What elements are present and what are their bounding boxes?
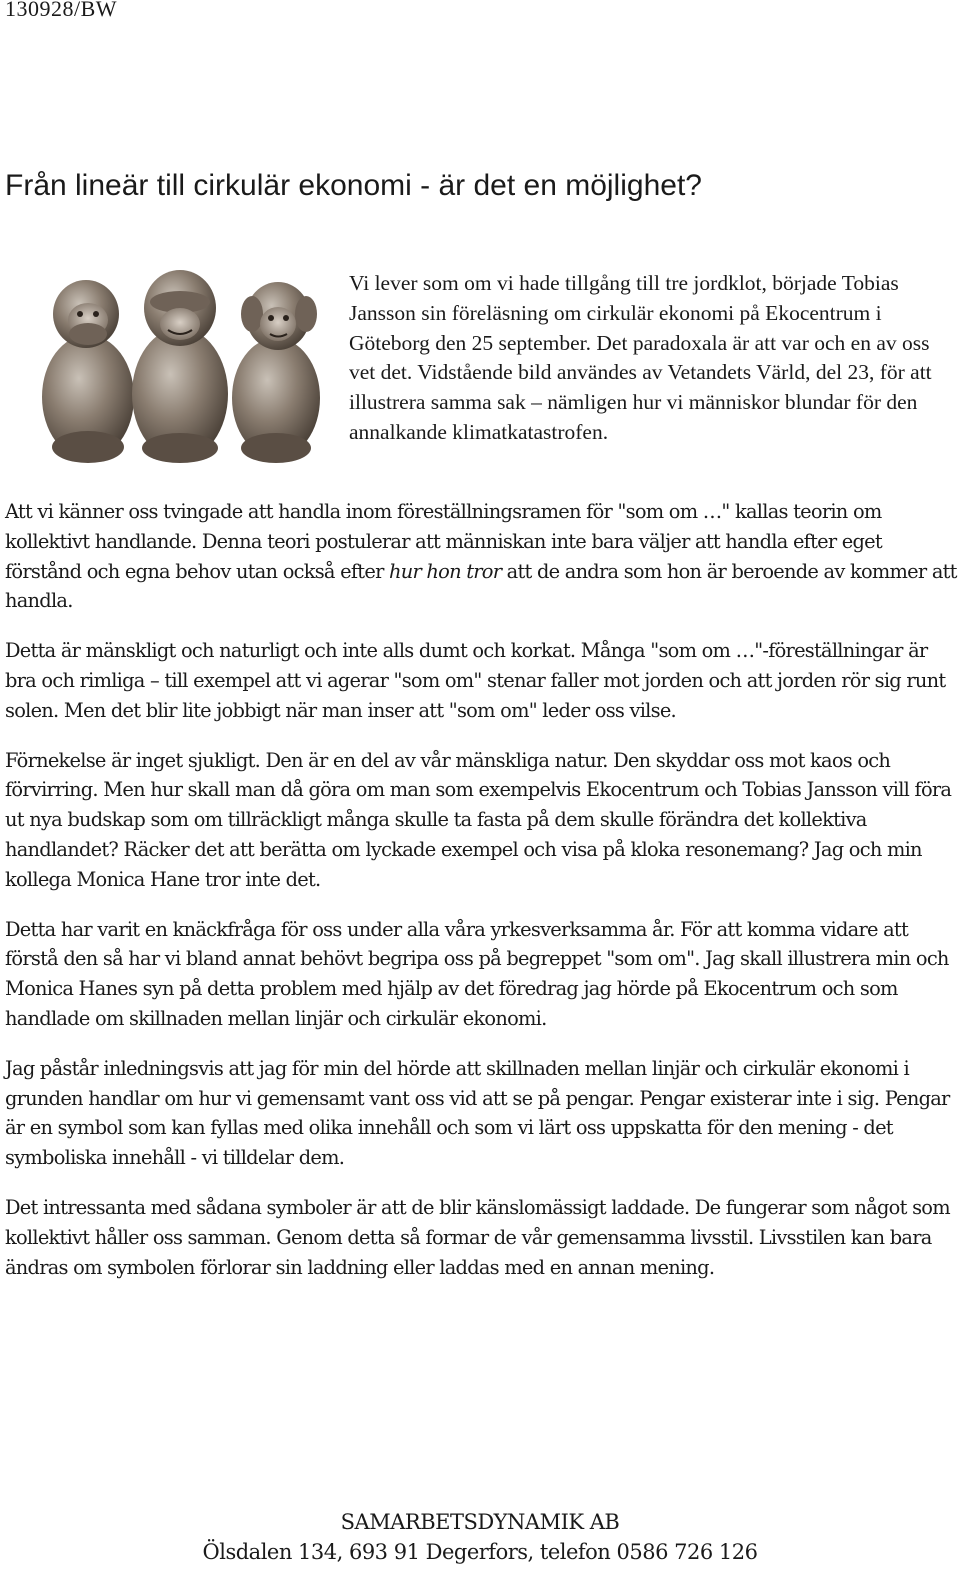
monkey-right: [232, 282, 320, 463]
article-body: [5, 497, 957, 1302]
monkey-middle: [132, 270, 228, 463]
paragraph-3: Förnekelse är inget sjukligt. Den är en del av vår mänskliga natur. Den skyddar oss mot kaos och förvirring. Men hur skall man då göra om man som exempelvis Ekocentrum och Tobias Jansson vill föra ut nya budskap som om tillräckligt många skulle ta fasta på dem skulle förändra det kollektiva handlandet? Räcker det att berätta om lyckade exempel och visa på kloka resonemang? Jag och min kollega Monica Hane tror inte det.: [5, 748, 952, 891]
page-footer: [0, 1507, 960, 1567]
page-title: Från lineär till cirkulär ekonomi - är det en möjlighet?: [5, 169, 702, 202]
paragraph-1: [5, 497, 957, 616]
paragraph-6: Det intressanta med sådana symboler är att de blir känslomässigt laddade. De fungerar som något som kollektivt håller oss samman. Genom detta så formar de vår gemensamma livsstil. Livsstilen kan bara ändras om symbolen förlorar sin laddning eller laddas med en annan mening.: [5, 1195, 950, 1279]
footer-address: Ölsdalen 134, 693 91 Degerfors, telefon 0586 726 126: [202, 1540, 758, 1564]
intro-paragraph: Vi lever som om vi hade tillgång till tre jordklot, började Tobias Jansson sin föreläsning om cirkulär ekonomi på Ekocentrum i Göteborg den 25 september. Det paradoxala är att var och en av oss vet det. Vidstående bild användes av Vetandets Värld, del 23, för att illustrera samma sak – nämligen hur vi människor blundar för den annalkande klimatkatastrofen.: [349, 271, 932, 444]
paragraph-1-end: att de andra som hon är beroende av kommer att handla.: [5, 559, 957, 613]
monkey-left: [42, 280, 134, 463]
three-monkeys-image: [30, 262, 330, 467]
paragraph-1-start: Att vi känner oss tvingade att handla inom föreställningsramen för "som om …" kallas teorin om kollektivt handlande. Denna teori postulerar att människan inte bara väljer att handla efter eget förstånd och egna behov utan också efter: [5, 500, 882, 583]
emphasis-text: hur hon tror: [389, 559, 502, 583]
paragraph-4: Detta har varit en knäckfråga för oss under alla våra yrkesverksamma år. För att komma vidare att förstå den så har vi bland annat behövt begripa oss på begreppet "som om". Jag skall illustrera min och Monica Hanes syn på detta problem med hjälp av det föredrag jag hörde på Ekocentrum och som handlade om skillnaden mellan linjär och cirkulär ekonomi.: [5, 917, 949, 1030]
document-reference: 130928/BW: [5, 0, 118, 21]
paragraph-2: Detta är mänskligt och naturligt och inte alls dumt och korkat. Många "som om …"-föreställningar är bra och rimliga – till exempel att vi agerar "som om" stenar faller mot jorden och att jorden rör sig runt solen. Men det blir lite jobbigt när man inser att "som om" leder oss vilse.: [5, 639, 946, 722]
footer-company: SAMARBETSDYNAMIK AB: [340, 1510, 620, 1534]
paragraph-5: Jag påstår inledningsvis att jag för min del hörde att skillnaden mellan linjär och cirkulär ekonomi i grunden handlar om hur vi gemensamt vant oss vid att se på pengar. Pengar existerar inte i sig. Pengar är en symbol som kan fyllas med olika innehåll och som vi lärt oss uppskatta för den mening - det symboliska innehåll - vi tilldelar dem.: [5, 1056, 950, 1170]
